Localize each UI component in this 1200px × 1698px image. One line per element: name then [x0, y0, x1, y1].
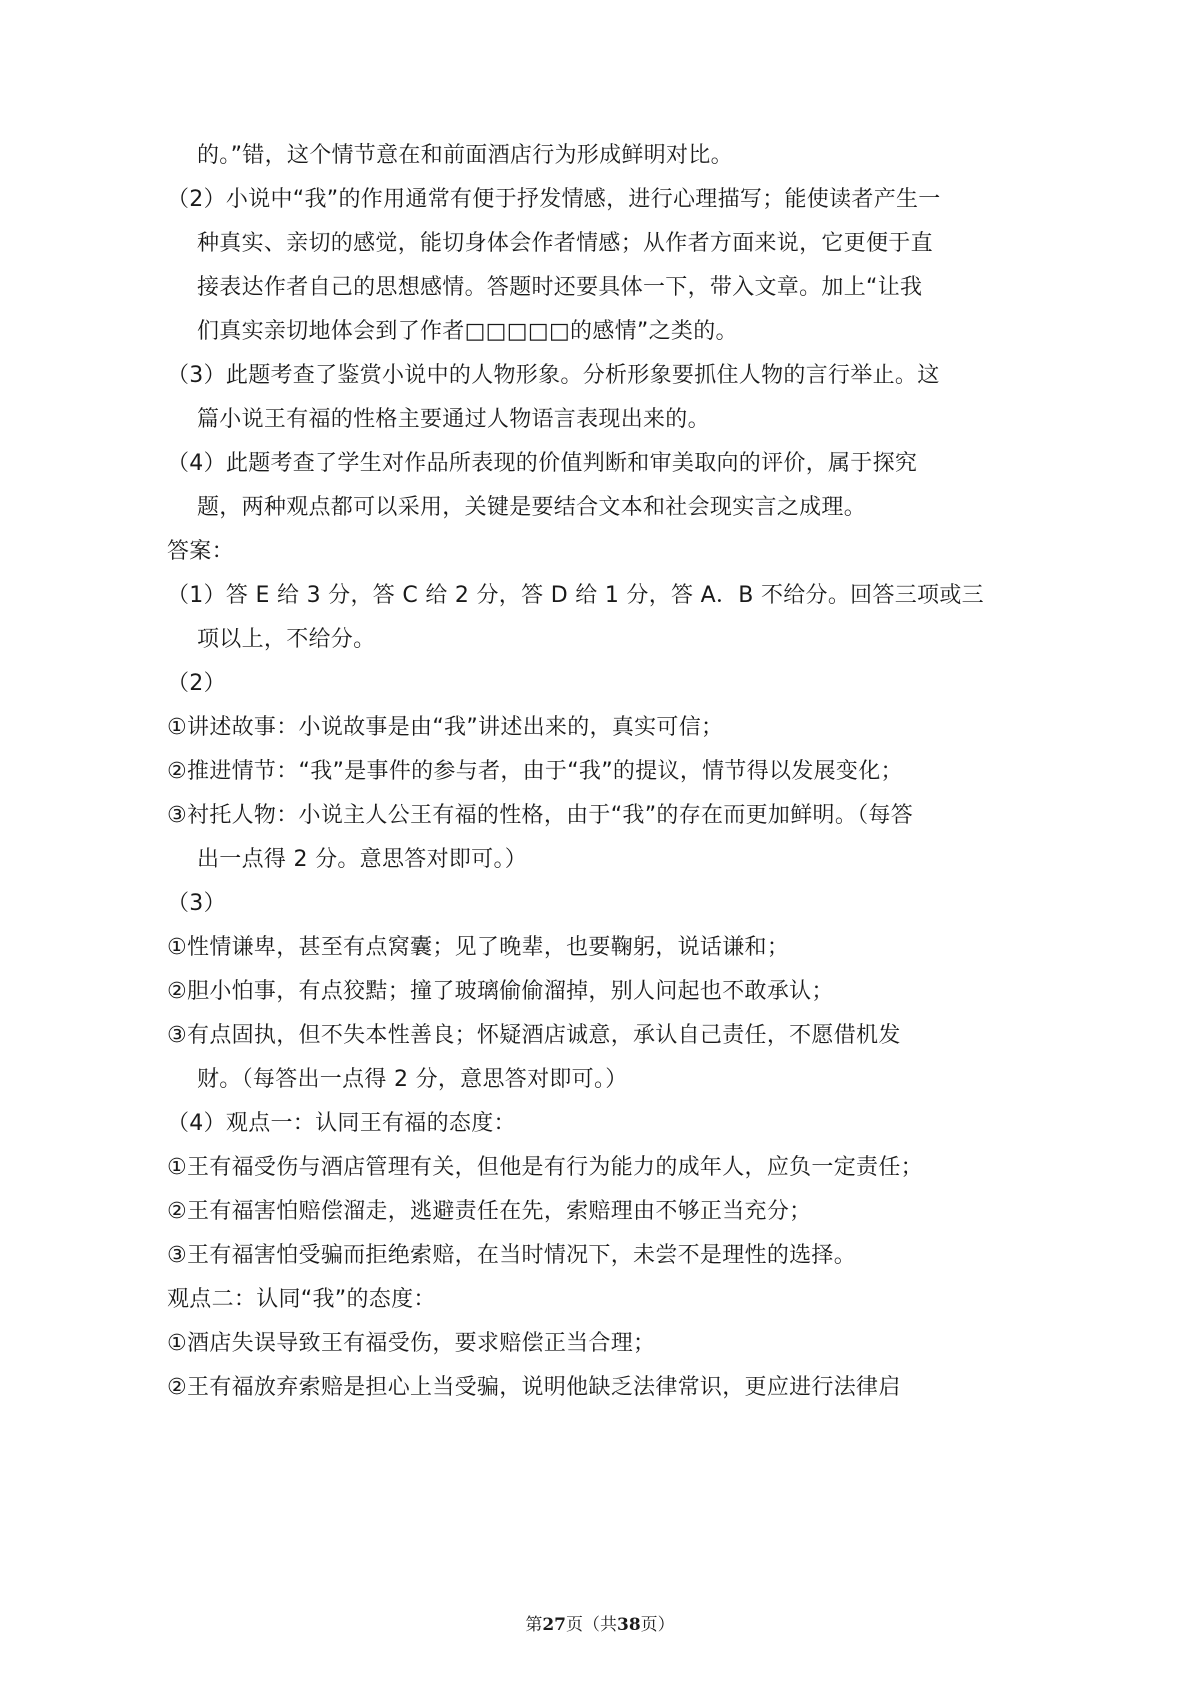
- footer-suffix: 页）: [640, 1615, 675, 1635]
- text-line: （2）: [167, 671, 226, 696]
- text-line: （3）此题考查了鉴赏小说中的人物形象。分析形象要抓住人物的言行举止。这: [167, 363, 940, 388]
- text-line: （3）: [167, 891, 226, 916]
- text-line: ③有点固执，但不失本性善良；怀疑酒店诚意，承认自己责任，不愿借机发: [167, 1023, 901, 1048]
- page-footer: [0, 1613, 1200, 1637]
- text-line: 接表达作者自己的思想感情。答题时还要具体一下，带入文章。加上“让我: [197, 275, 923, 300]
- text-line: （1）答 E 给 3 分，答 C 给 2 分，答 D 给 1 分，答 A．B 不给分。回答三项或三: [167, 583, 984, 608]
- text-line: （4）此题考查了学生对作品所表现的价值判断和审美取向的评价，属于探究: [167, 451, 918, 476]
- page-number: 27: [542, 1615, 566, 1635]
- text-line: 观点二：认同“我”的态度：: [167, 1287, 436, 1312]
- text-line: ②推进情节：“我”是事件的参与者，由于“我”的提议，情节得以发展变化；: [167, 759, 903, 784]
- text-line: （2）小说中“我”的作用通常有便于抒发情感，进行心理描写；能使读者产生一: [167, 187, 941, 212]
- text-line: 出一点得 2 分。意思答对即可。）: [197, 847, 528, 872]
- text-line: ②胆小怕事，有点狡黠；撞了玻璃偷偷溜掉，别人问起也不敢承认；: [167, 979, 834, 1004]
- text-line: ③衬托人物：小说主人公王有福的性格，由于“我”的存在而更加鲜明。（每答: [167, 803, 914, 828]
- text-line: ①王有福受伤与酒店管理有关，但他是有行为能力的成年人，应负一定责任；: [167, 1155, 923, 1180]
- text-line: ①讲述故事：小说故事是由“我”讲述出来的，真实可信；: [167, 715, 724, 740]
- text-line: 们真实亲切地体会到了作者□□□□□的感情”之类的。: [197, 319, 738, 344]
- section-heading-answer: 答案：: [167, 539, 234, 564]
- text-line: 种真实、亲切的感觉，能切身体会作者情感；从作者方面来说，它更便于直: [197, 231, 933, 256]
- text-line: 篇小说王有福的性格主要通过人物语言表现出来的。: [197, 407, 710, 432]
- text-line: 项以上，不给分。: [197, 627, 376, 652]
- footer-prefix: 第: [525, 1615, 543, 1635]
- text-line: ②王有福害怕赔偿溜走，逃避责任在先，索赔理由不够正当充分；: [167, 1199, 812, 1224]
- footer-middle: 页（共: [566, 1615, 617, 1635]
- text-line: 的。”错，这个情节意在和前面酒店行为形成鲜明对比。: [197, 143, 733, 168]
- total-pages: 38: [617, 1615, 641, 1635]
- text-line: 财。（每答出一点得 2 分，意思答对即可。）: [197, 1067, 628, 1092]
- text-line: ②王有福放弃索赔是担心上当受骗，说明他缺乏法律常识，更应进行法律启: [167, 1375, 901, 1400]
- text-line: ①酒店失误导致王有福受伤，要求赔偿正当合理；: [167, 1331, 656, 1356]
- text-line: （4）观点一：认同王有福的态度：: [167, 1111, 516, 1136]
- text-line: ③王有福害怕受骗而拒绝索赔，在当时情况下，未尝不是理性的选择。: [167, 1243, 857, 1268]
- text-line: ①性情谦卑，甚至有点窝囊；见了晚辈，也要鞠躬，说话谦和；: [167, 935, 790, 960]
- text-line: 题，两种观点都可以采用，关键是要结合文本和社会现实言之成理。: [197, 495, 867, 520]
